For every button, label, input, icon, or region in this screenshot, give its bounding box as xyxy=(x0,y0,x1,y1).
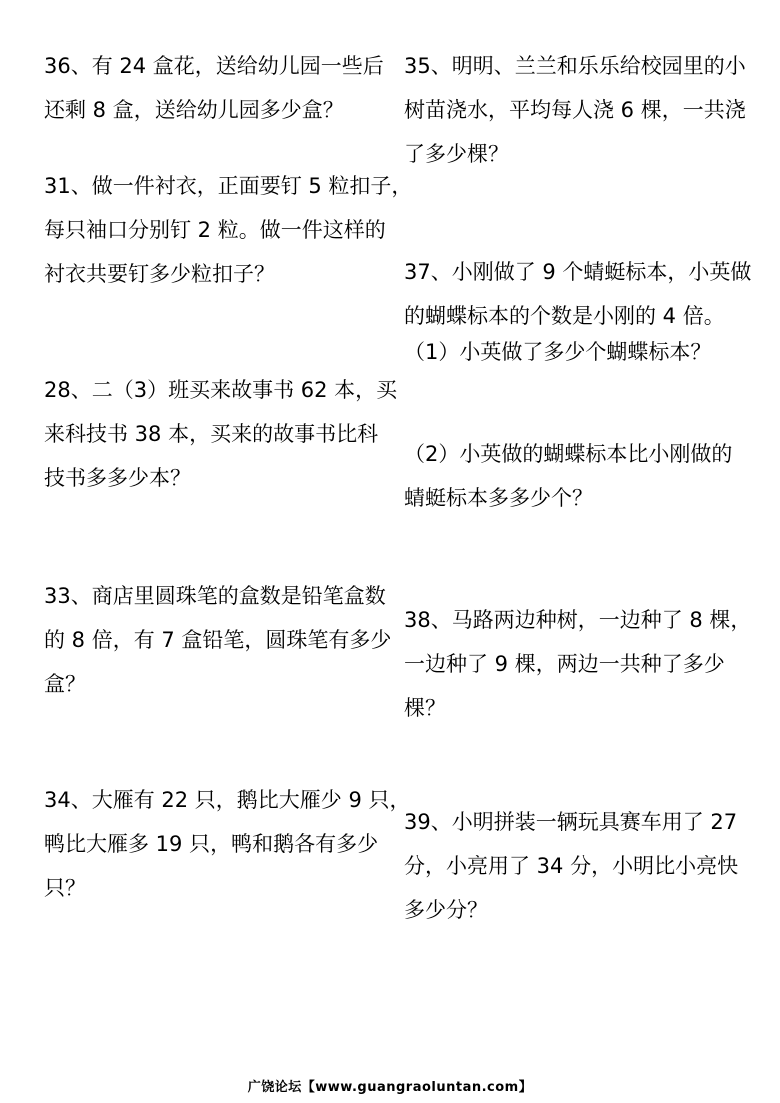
problem-38-line-3: 棵？ xyxy=(404,696,446,720)
problem-36 xyxy=(44,44,384,132)
problem-37-line-1: 37、小刚做了 9 个蜻蜓标本，小英做 xyxy=(404,260,752,284)
problem-36-line-1: 36、有 24 盒花，送给幼儿园一些后 xyxy=(44,54,384,78)
problem-37 xyxy=(404,250,751,338)
problem-37-question-1 xyxy=(404,330,711,374)
problem-34-line-1: 34、大雁有 22 只，鹅比大雁少 9 只， xyxy=(44,788,411,812)
problem-38-line-2: 一边种了 9 棵，两边一共种了多少 xyxy=(404,652,725,676)
problem-37-line-2: 的蝴蝶标本的个数是小刚的 4 倍。 xyxy=(404,304,725,328)
problem-35 xyxy=(404,44,746,176)
problem-36-line-2: 还剩 8 盒，送给幼儿园多少盒？ xyxy=(44,98,344,122)
problem-35-line-2: 树苗浇水，平均每人浇 6 棵，一共浇 xyxy=(404,98,746,122)
problem-33-line-2: 的 8 倍，有 7 盒铅笔，圆珠笔有多少 xyxy=(44,628,392,652)
problem-39-line-3: 多少分？ xyxy=(404,898,488,922)
problem-28-line-3: 技书多多少本？ xyxy=(44,466,191,490)
problem-28 xyxy=(44,368,397,500)
problem-38 xyxy=(404,598,751,730)
problem-34 xyxy=(44,778,411,910)
problem-37-question-2-line-2: 蜻蜓标本多多少个？ xyxy=(404,486,593,510)
problem-39 xyxy=(404,800,738,932)
problem-33-line-1: 33、商店里圆珠笔的盒数是铅笔盒数 xyxy=(44,584,386,608)
footer-watermark: 广饶论坛【www.guangraoluntan.com】 xyxy=(247,1080,533,1095)
problem-31 xyxy=(44,164,412,296)
problem-37-question-2 xyxy=(404,432,732,520)
problem-31-line-3: 衬衣共要钉多少粒扣子？ xyxy=(44,262,275,286)
problem-39-line-2: 分，小亮用了 34 分，小明比小亮快 xyxy=(404,854,739,878)
problem-34-line-3: 只？ xyxy=(44,876,86,900)
problem-38-line-1: 38、马路两边种树，一边种了 8 棵， xyxy=(404,608,752,632)
problem-35-line-1: 35、明明、兰兰和乐乐给校园里的小 xyxy=(404,54,746,78)
problem-31-line-1: 31、做一件衬衣，正面要钉 5 粒扣子， xyxy=(44,174,413,198)
problem-31-line-2: 每只袖口分别钉 2 粒。做一件这样的 xyxy=(44,218,386,242)
problem-33-line-3: 盒？ xyxy=(44,672,86,696)
problem-33 xyxy=(44,574,391,706)
problem-28-line-2: 来科技书 38 本，买来的故事书比科 xyxy=(44,422,379,446)
problem-37-question-1-line-1: （1）小英做了多少个蝴蝶标本？ xyxy=(404,340,712,364)
problem-34-line-2: 鸭比大雁多 19 只，鸭和鹅各有多少 xyxy=(44,832,379,856)
problem-39-line-1: 39、小明拼装一辆玩具赛车用了 27 xyxy=(404,810,738,834)
problem-37-question-2-line-1: （2）小英做的蝴蝶标本比小刚做的 xyxy=(404,442,733,466)
problem-28-line-1: 28、二（3）班买来故事书 62 本，买 xyxy=(44,378,398,402)
problem-35-line-3: 了多少棵？ xyxy=(404,142,509,166)
